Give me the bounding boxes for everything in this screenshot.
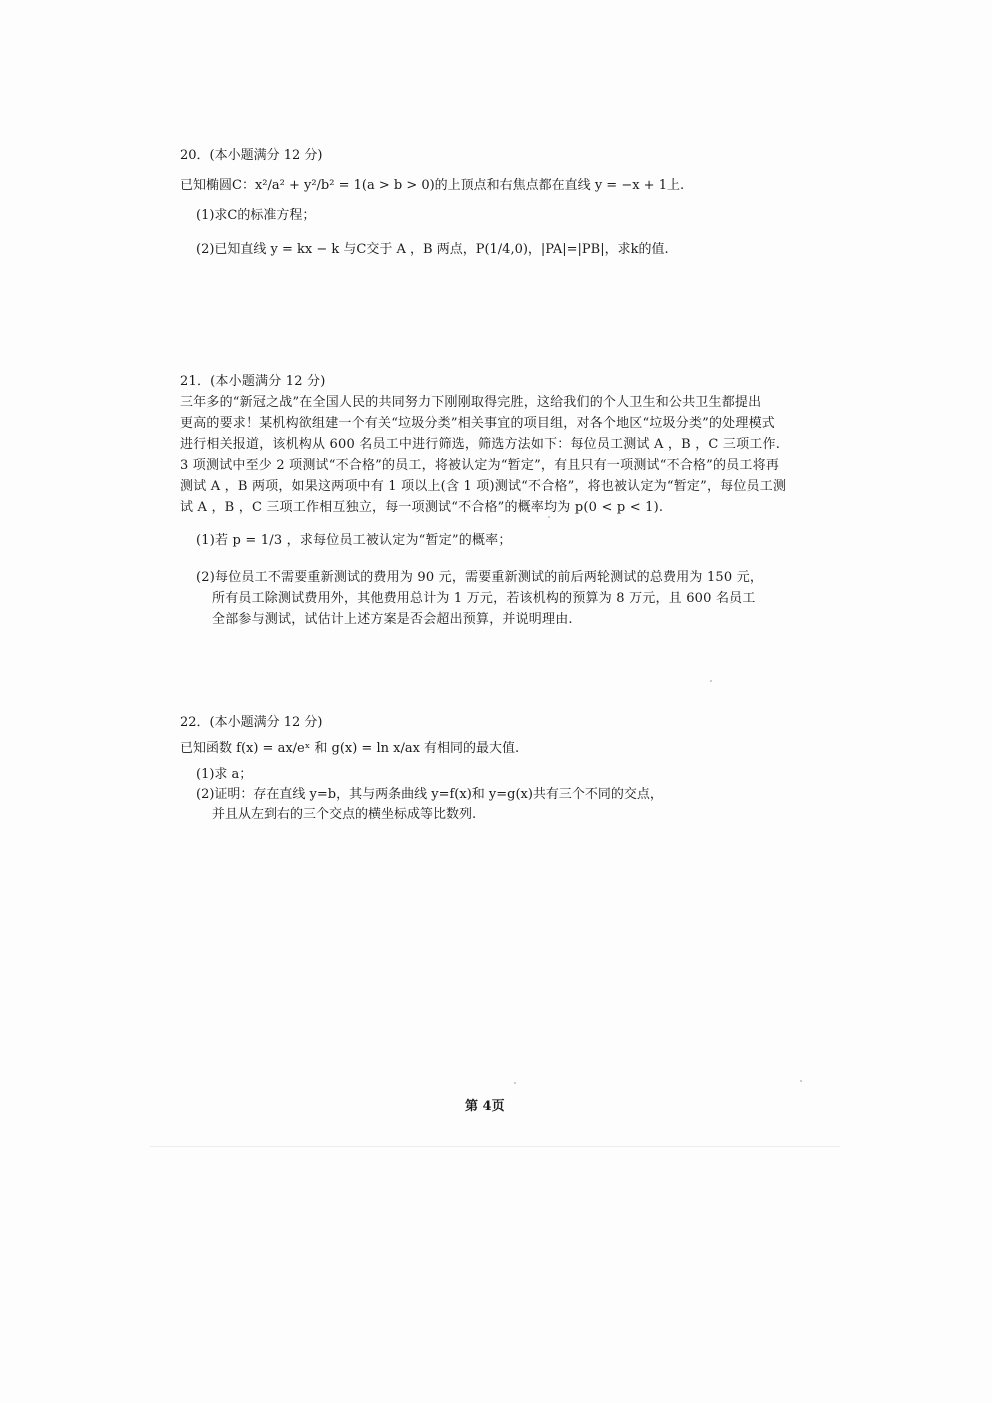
question-21-stem-line: 试 A ，B ，C 三项工作相互独立，每一项测试“不合格”的概率均为 p(0 < p < 1). xyxy=(180,500,664,515)
question-21 xyxy=(180,371,820,630)
question-21-stem-line: 3 项测试中至少 2 项测试“不合格”的员工，将被认定为“暂定”，有且只有一项测试“不合格”的员工将再 xyxy=(180,458,780,473)
scan-speck xyxy=(710,680,712,682)
question-22-part-1: (1)求 a； xyxy=(196,767,253,782)
question-22-stem: 已知函数 f(x) = ax/eˣ 和 g(x) = ln x/ax 有相同的最大值. xyxy=(180,741,520,756)
scan-divider-line xyxy=(150,1146,840,1147)
question-21-stem-line: 三年多的“新冠之战”在全国人民的共同努力下刚刚取得完胜，这给我们的个人卫生和公共卫生都提出 xyxy=(180,395,762,410)
question-22-part-2-line: 并且从左到右的三个交点的横坐标成等比数列. xyxy=(212,807,477,822)
question-22-header: 22．(本小题满分 12 分) xyxy=(180,715,323,730)
question-21-part-1: (1)若 p = 1/3 ，求每位员工被认定为“暂定”的概率； xyxy=(196,533,512,548)
question-21-header: 21．(本小题满分 12 分) xyxy=(180,374,326,389)
question-20-header: 20．(本小题满分 12 分) xyxy=(180,148,323,163)
question-21-part-2-line: 全部参与测试，试估计上述方案是否会超出预算，并说明理由. xyxy=(212,612,573,627)
question-22 xyxy=(180,713,820,825)
question-21-stem-line: 进行相关报道，该机构从 600 名员工中进行筛选，筛选方法如下：每位员工测试 A ，B ，C 三项工作. xyxy=(180,437,781,452)
question-21-part-2-line: 所有员工除测试费用外，其他费用总计为 1 万元，若该机构的预算为 8 万元，且 600 名员工 xyxy=(212,591,756,606)
question-21-stem-line: 测试 A ，B 两项，如果这两项中有 1 项以上(含 1 项)测试“不合格”，将也被认定为“暂定”，每位员工测 xyxy=(180,479,787,494)
scan-speck xyxy=(548,516,550,518)
question-22-part-2-line: (2)证明：存在直线 y=b，其与两条曲线 y=f(x)和 y=g(x)共有三个不同的交点， xyxy=(196,787,663,802)
question-20-part-2: (2)已知直线 y = kx − k 与C交于 A ，B 两点，P(1/4,0)，|PA|=|PB|，求k的值. xyxy=(196,242,669,257)
page-number: 第 4页 xyxy=(465,1099,505,1114)
scan-speck xyxy=(800,1080,802,1082)
question-20 xyxy=(180,146,840,260)
question-21-stem-line: 更高的要求！某机构欲组建一个有关“垃圾分类”相关事宜的项目组，对各个地区“垃圾分类”的处理模式 xyxy=(180,416,775,431)
question-20-part-1: (1)求C的标准方程； xyxy=(196,208,316,223)
scan-speck xyxy=(514,1082,516,1084)
question-21-part-2-line: (2)每位员工不需要重新测试的费用为 90 元，需要重新测试的前后两轮测试的总费用为 150 元， xyxy=(196,570,764,585)
question-20-stem: 已知椭圆C：x²/a² + y²/b² = 1(a > b > 0)的上顶点和右焦点都在直线 y = −x + 1上. xyxy=(180,178,685,193)
